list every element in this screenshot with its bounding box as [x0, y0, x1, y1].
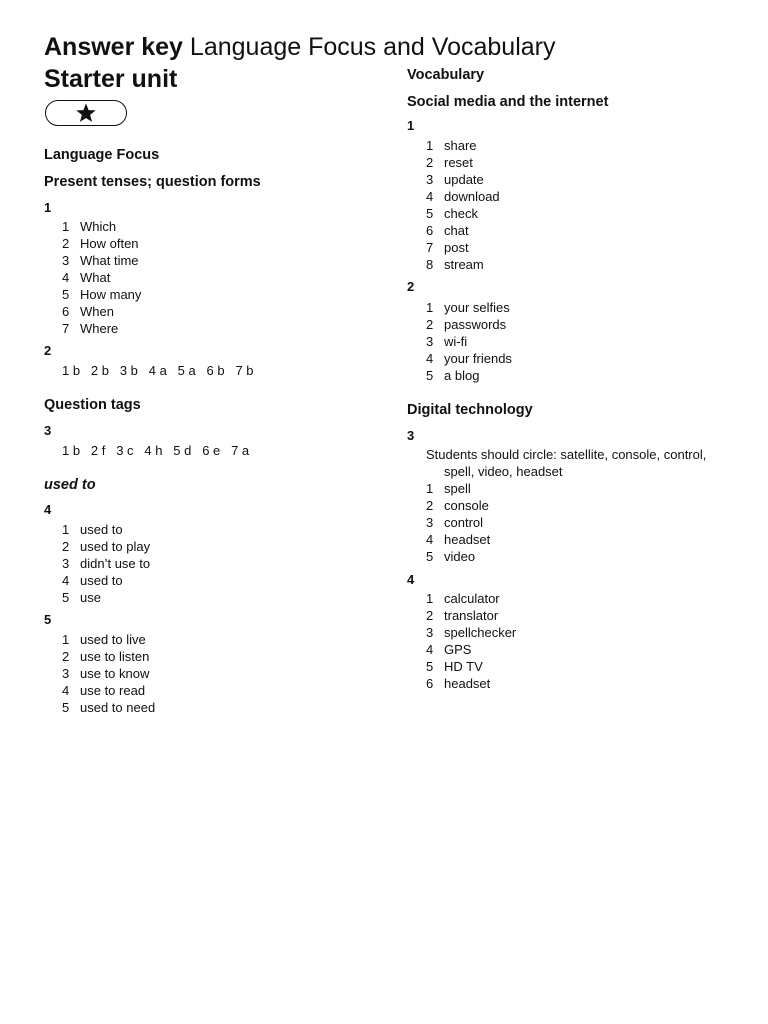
list-item [62, 521, 150, 538]
item-number: 2 [426, 498, 434, 513]
answer-line: 1 b 2 f 3 c 4 h 5 d 6 e 7 a [62, 443, 250, 458]
item-text: post [444, 240, 469, 255]
answer-list [62, 218, 141, 337]
item-text: What [80, 270, 111, 285]
item-text: calculator [444, 591, 500, 606]
item-number: 4 [426, 532, 434, 547]
item-text: your selfies [444, 300, 510, 315]
list-item [426, 480, 490, 497]
item-number: 2 [426, 608, 434, 623]
list-item [62, 648, 155, 665]
social-media-heading: Social media and the internet [407, 94, 609, 110]
item-number: 5 [62, 700, 70, 715]
item-number: 3 [426, 172, 434, 187]
list-item [62, 235, 141, 252]
item-number: 6 [62, 304, 70, 319]
item-text: spellchecker [444, 625, 517, 640]
item-number: 1 [426, 481, 434, 496]
list-item [62, 320, 141, 337]
exercise-number: 2 [407, 279, 415, 294]
item-number: 5 [426, 368, 434, 383]
list-item [62, 538, 150, 555]
item-text: check [444, 206, 478, 221]
present-tenses-heading: Present tenses; question forms [44, 174, 261, 190]
list-item [426, 658, 516, 675]
title-bold: Answer key [44, 33, 183, 61]
language-focus-heading: Language Focus [44, 147, 160, 163]
title-rest: Language Focus and Vocabulary [189, 33, 556, 61]
item-text: console [444, 498, 489, 513]
used-to-heading: used to [44, 477, 96, 493]
item-text: spell [444, 481, 471, 496]
item-text: wi-fi [444, 334, 468, 349]
list-item [62, 286, 141, 303]
item-number: 1 [62, 632, 70, 647]
level-badge [45, 100, 127, 126]
item-text: Where [80, 321, 119, 336]
item-text: update [444, 172, 484, 187]
item-number: 2 [62, 236, 70, 251]
item-text: your friends [444, 351, 512, 366]
answer-list [426, 480, 490, 565]
item-text: use to read [80, 683, 146, 698]
list-item [426, 497, 490, 514]
exercise-number: 4 [407, 572, 415, 587]
list-item [426, 222, 500, 239]
item-text: share [444, 138, 477, 153]
page-title [44, 32, 555, 62]
item-number: 2 [426, 155, 434, 170]
list-item [62, 269, 141, 286]
list-item [426, 256, 500, 273]
item-number: 5 [426, 659, 434, 674]
item-number: 3 [426, 515, 434, 530]
exercise-number: 1 [44, 200, 52, 215]
instruction-note [426, 446, 726, 480]
note-line-1: Students should circle: satellite, console, control, [426, 447, 707, 462]
list-item [62, 631, 155, 648]
item-text: used to need [80, 700, 156, 715]
item-number: 2 [62, 649, 70, 664]
answer-line: 1 b 2 b 3 b 4 a 5 a 6 b 7 b [62, 363, 254, 378]
item-number: 3 [426, 625, 434, 640]
question-tags-heading: Question tags [44, 397, 141, 413]
item-text: What time [80, 253, 139, 268]
item-number: 7 [426, 240, 434, 255]
list-item [62, 555, 150, 572]
list-item [426, 205, 500, 222]
item-number: 3 [426, 334, 434, 349]
item-text: use [80, 590, 101, 605]
list-item [62, 665, 155, 682]
item-number: 5 [426, 549, 434, 564]
list-item [62, 682, 155, 699]
item-text: used to [80, 573, 123, 588]
list-item [426, 333, 512, 350]
list-item [62, 303, 141, 320]
exercise-number: 2 [44, 343, 52, 358]
exercise-number: 4 [44, 502, 52, 517]
item-number: 1 [62, 522, 70, 537]
list-item [426, 299, 512, 316]
item-number: 4 [426, 351, 434, 366]
item-number: 5 [62, 590, 70, 605]
list-item [426, 531, 490, 548]
list-item [426, 641, 516, 658]
item-text: How often [80, 236, 139, 251]
list-item [62, 699, 155, 716]
item-number: 4 [62, 573, 70, 588]
item-text: When [80, 304, 114, 319]
answer-list [426, 590, 516, 692]
item-number: 6 [426, 676, 434, 691]
list-item [426, 607, 516, 624]
answer-list [62, 521, 150, 606]
digital-technology-heading: Digital technology [407, 402, 533, 418]
item-text: used to play [80, 539, 151, 554]
item-text: HD TV [444, 659, 483, 674]
unit-title: Starter unit [44, 65, 178, 93]
list-item [426, 675, 516, 692]
item-number: 3 [62, 253, 70, 268]
item-text: headset [444, 676, 491, 691]
star-icon [75, 102, 97, 124]
item-number: 2 [426, 317, 434, 332]
item-text: stream [444, 257, 484, 272]
item-text: chat [444, 223, 469, 238]
item-number: 1 [426, 591, 434, 606]
vocabulary-heading: Vocabulary [407, 67, 485, 83]
list-item [426, 350, 512, 367]
item-number: 1 [426, 138, 434, 153]
list-item [426, 154, 500, 171]
item-text: download [444, 189, 500, 204]
answer-list [426, 299, 512, 384]
list-item [62, 589, 150, 606]
item-number: 3 [62, 666, 70, 681]
item-text: used to live [80, 632, 146, 647]
list-item [62, 572, 150, 589]
answer-list [62, 631, 155, 716]
list-item [426, 367, 512, 384]
item-number: 4 [62, 683, 70, 698]
list-item [426, 624, 516, 641]
list-item [426, 590, 516, 607]
exercise-number: 1 [407, 118, 415, 133]
list-item [426, 188, 500, 205]
exercise-number: 5 [44, 612, 52, 627]
item-text: use to know [80, 666, 150, 681]
list-item [426, 514, 490, 531]
item-text: a blog [444, 368, 480, 383]
list-item [426, 239, 500, 256]
item-number: 5 [62, 287, 70, 302]
item-text: video [444, 549, 476, 564]
item-number: 8 [426, 257, 434, 272]
exercise-number: 3 [407, 428, 415, 443]
list-item [62, 252, 141, 269]
item-text: headset [444, 532, 491, 547]
note-line-2: spell, video, headset [444, 464, 563, 479]
item-text: control [444, 515, 484, 530]
item-text: reset [444, 155, 473, 170]
item-number: 6 [426, 223, 434, 238]
item-number: 7 [62, 321, 70, 336]
list-item [62, 218, 141, 235]
item-text: How many [80, 287, 142, 302]
item-number: 1 [62, 219, 70, 234]
list-item [426, 548, 490, 565]
item-text: use to listen [80, 649, 150, 664]
item-text: translator [444, 608, 499, 623]
list-item [426, 137, 500, 154]
list-item [426, 171, 500, 188]
list-item [426, 316, 512, 333]
item-text: passwords [444, 317, 507, 332]
answer-list [426, 137, 500, 273]
item-text: GPS [444, 642, 472, 657]
item-text: Which [80, 219, 117, 234]
item-number: 5 [426, 206, 434, 221]
item-text: didn’t use to [80, 556, 151, 571]
item-number: 2 [62, 539, 70, 554]
item-number: 4 [426, 189, 434, 204]
item-number: 3 [62, 556, 70, 571]
item-number: 1 [426, 300, 434, 315]
item-number: 4 [426, 642, 434, 657]
exercise-number: 3 [44, 423, 52, 438]
item-number: 4 [62, 270, 70, 285]
item-text: used to [80, 522, 123, 537]
